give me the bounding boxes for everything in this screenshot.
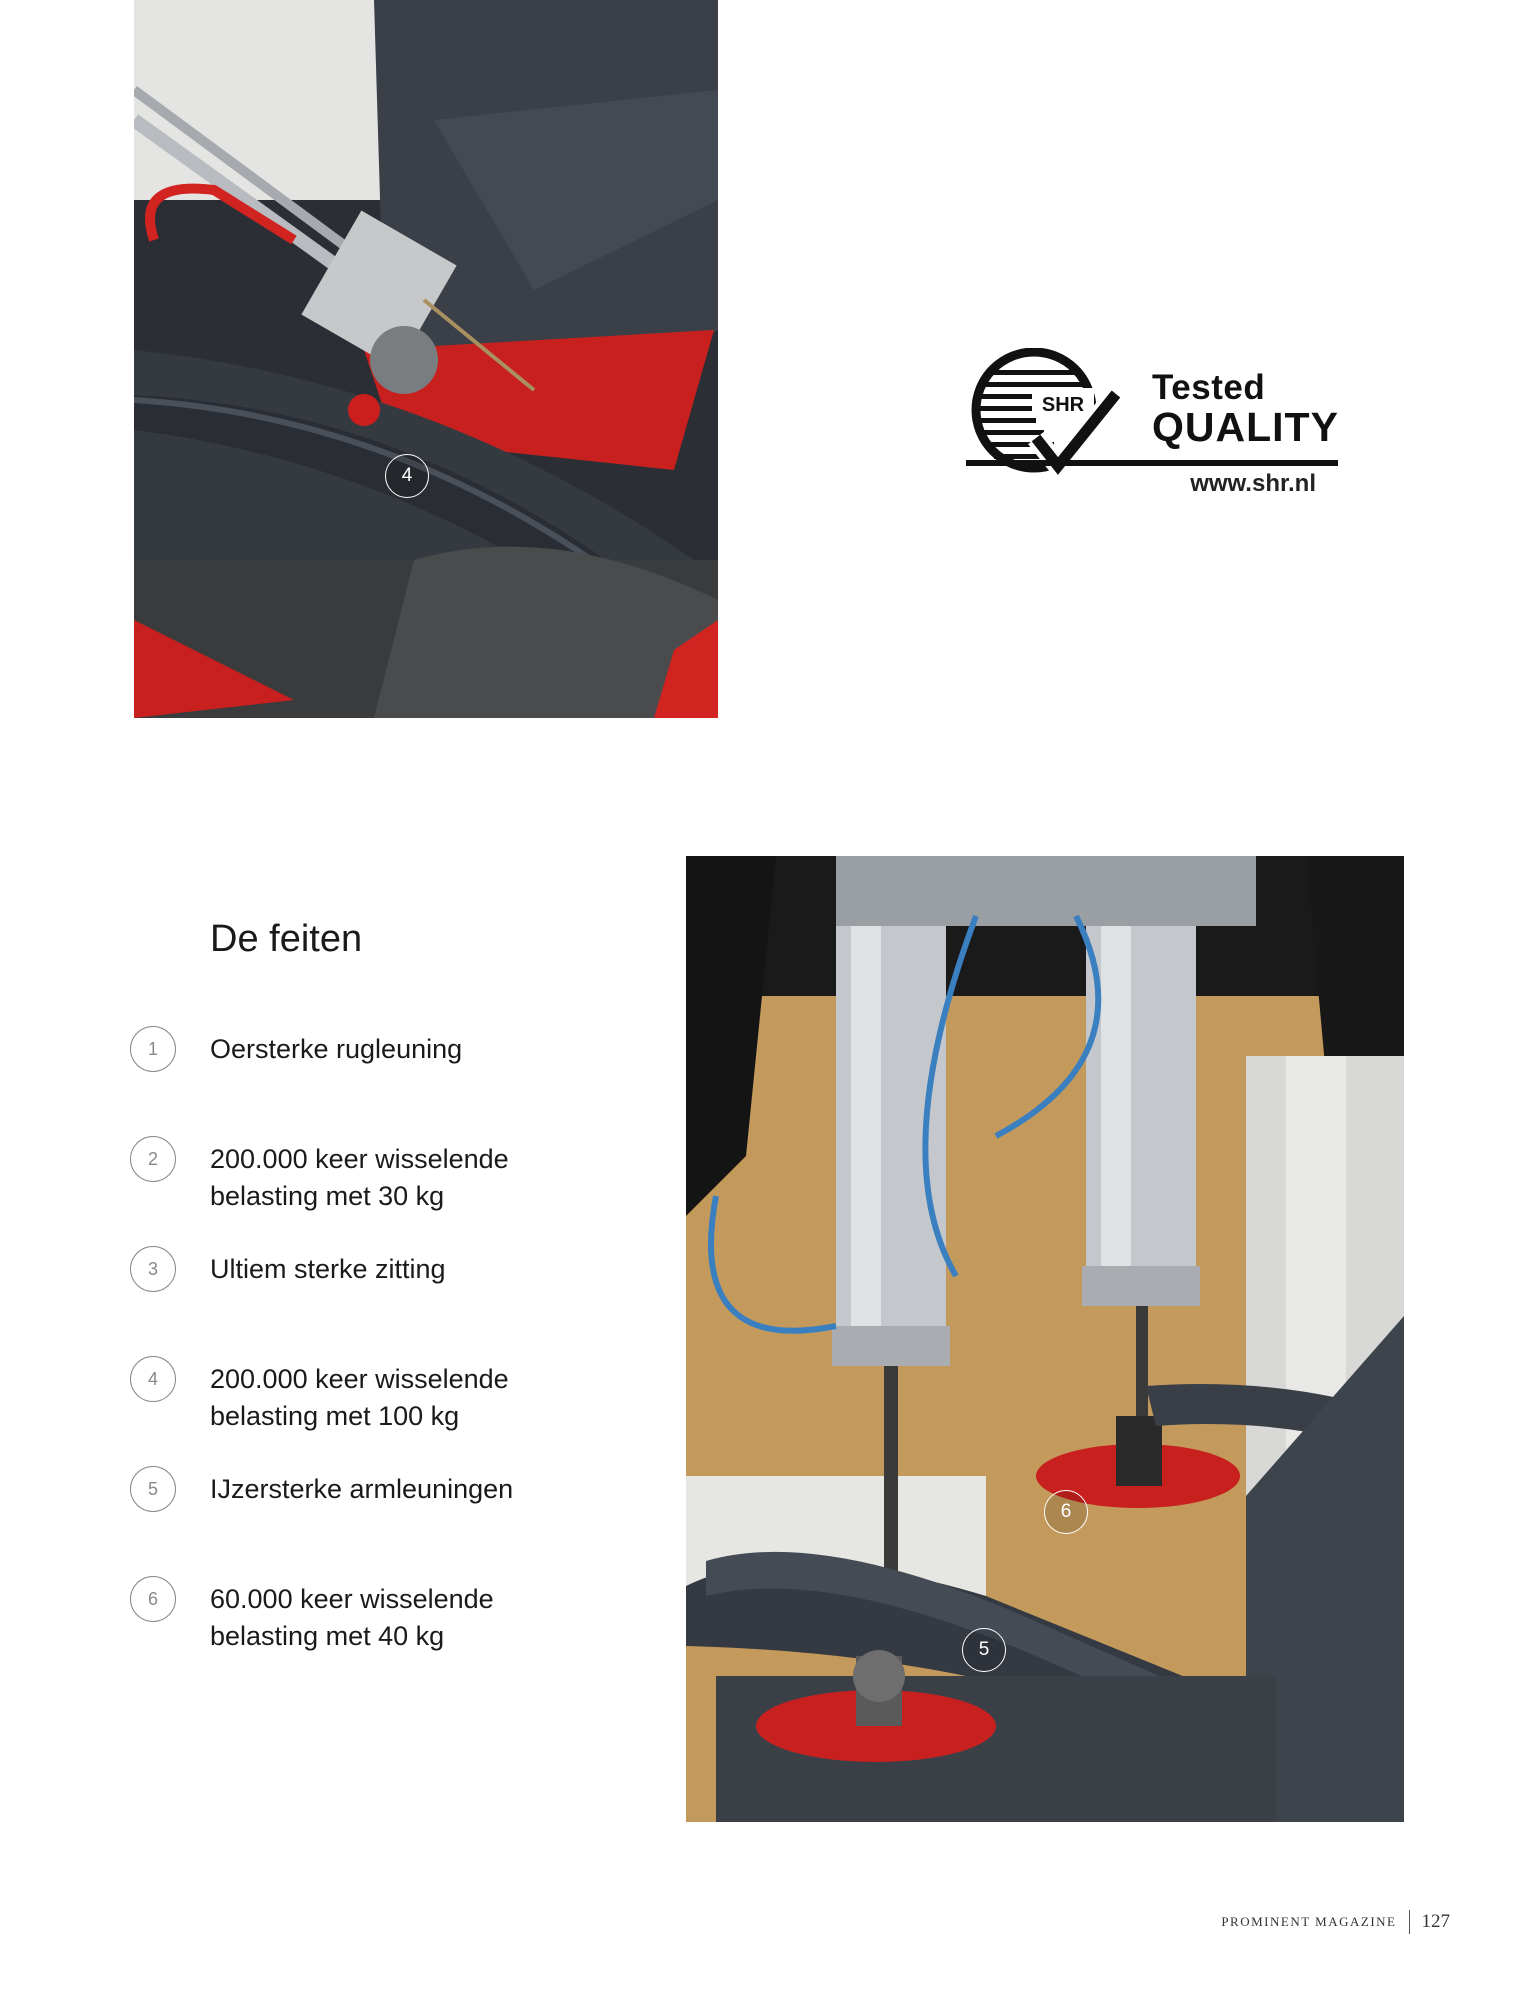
fact-text	[210, 1251, 446, 1288]
test-photo-armrest-seat	[686, 856, 1404, 1822]
fact-number-badge: 3	[130, 1246, 176, 1292]
fact-line: 200.000 keer wisselende	[210, 1144, 509, 1174]
photo-marker-6: 6	[1044, 1490, 1088, 1534]
photo-marker-4: 4	[385, 454, 429, 498]
fact-number-badge: 2	[130, 1136, 176, 1182]
fact-number-badge: 4	[130, 1356, 176, 1402]
fact-number-badge: 1	[130, 1026, 176, 1072]
logo-url-text: www.shr.nl	[1190, 470, 1316, 497]
fact-text	[210, 1141, 509, 1215]
fact-text	[210, 1471, 513, 1508]
photo-marker-5: 5	[962, 1628, 1006, 1672]
test-photo-armrest-seat-illustration	[686, 856, 1404, 1822]
page-number: 127	[1421, 1911, 1450, 1932]
fact-text	[210, 1031, 462, 1068]
fact-line: 200.000 keer wisselende	[210, 1364, 509, 1394]
fact-line: belasting met 40 kg	[210, 1621, 445, 1651]
fact-text	[210, 1361, 509, 1435]
fact-number-badge: 6	[130, 1576, 176, 1622]
magazine-name: PROMINENT MAGAZINE	[1221, 1914, 1397, 1929]
fact-line: IJzersterke armleuningen	[210, 1474, 514, 1504]
logo-quality-text: QUALITY	[1152, 404, 1339, 450]
test-photo-backrest-illustration	[134, 0, 718, 718]
test-photo-backrest	[134, 0, 718, 718]
facts-title: De feiten	[210, 918, 363, 960]
page-footer	[1221, 1910, 1450, 1934]
logo-tested-text: Tested	[1152, 368, 1266, 407]
fact-line: 60.000 keer wisselende	[210, 1584, 494, 1614]
fact-line: belasting met 30 kg	[210, 1181, 445, 1211]
footer-divider	[1409, 1910, 1410, 1934]
fact-line: belasting met 100 kg	[210, 1401, 460, 1431]
fact-line: Ultiem sterke zitting	[210, 1254, 446, 1284]
shr-tested-quality-logo	[966, 348, 1346, 508]
fact-number-badge: 5	[130, 1466, 176, 1512]
fact-text	[210, 1581, 494, 1655]
shr-mark-text: SHR	[1041, 394, 1085, 416]
fact-line: Oersterke rugleuning	[210, 1034, 463, 1064]
